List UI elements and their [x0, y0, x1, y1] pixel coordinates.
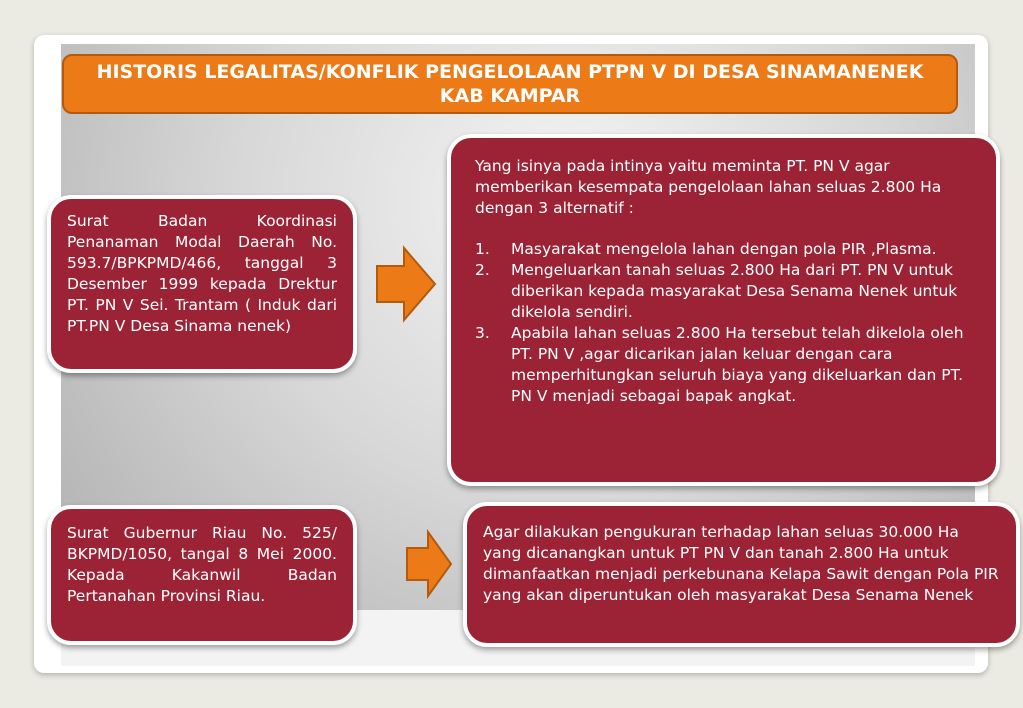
content-box-1 [447, 134, 1000, 486]
page-title: HISTORIS LEGALITAS/KONFLIK PENGELOLAAN PTPN V DI DESA SINAMANENEK KAB KAMPAR [96, 61, 924, 107]
list-item [475, 260, 972, 323]
list-item-number: 1. [475, 240, 490, 258]
content-intro: Yang isinya pada intinya yaitu meminta PT. PN V agar memberikan kesempata pengelolaan lahan seluas 2.800 Ha dengan 3 alternatif : [475, 157, 942, 217]
list-item-number: 2. [475, 261, 490, 279]
list-item-text: Masyarakat mengelola lahan dengan pola PIR ,Plasma. [511, 240, 937, 258]
list-item-text: Mengeluarkan tanah seluas 2.800 Ha dari PT. PN V untuk diberikan kepada masyarakat Desa Senama Nenek untuk dikelola sendiri. [511, 261, 958, 321]
right-arrow-icon [404, 528, 454, 600]
content-box-2 [463, 502, 1020, 647]
source-letter-box-2 [47, 505, 357, 645]
alternatives-list [475, 239, 972, 407]
list-item [475, 239, 972, 260]
source-letter-text-2: Surat Gubernur Riau No. 525/ BKPMD/1050, tangal 8 Mei 2000. Kepada Kakanwil Badan Pertanahan Provinsi Riau. [67, 524, 337, 605]
title-bar [62, 54, 958, 114]
list-item [475, 323, 972, 407]
source-letter-box-1 [47, 195, 357, 373]
list-item-number: 3. [475, 324, 490, 342]
right-arrow-icon [374, 244, 438, 324]
list-item-text: Apabila lahan seluas 2.800 Ha tersebut telah dikelola oleh PT. PN V ,agar dicarikan jalan keluar dengan cara memperhitungkan seluruh biaya yang dikeluarkan dan PT. PN V menjadi sebagai bapak angkat. [511, 324, 964, 405]
content-text-2: Agar dilakukan pengukuran terhadap lahan seluas 30.000 Ha yang dicanangkan untuk PT PN V dan tanah 2.800 Ha untuk dimanfaatkan menjadi perkebunana Kelapa Sawit dengan Pola PIR yang akan diperuntukan oleh masyarakat Desa Senama Nenek [483, 523, 999, 604]
source-letter-text-1: Surat Badan Koordinasi Penanaman Modal Daerah No. 593.7/BPKPMD/466, tanggal 3 Desember 1999 kepada Drektur PT. PN V Sei. Trantam ( Induk dari PT.PN V Desa Sinama nenek) [67, 212, 337, 335]
